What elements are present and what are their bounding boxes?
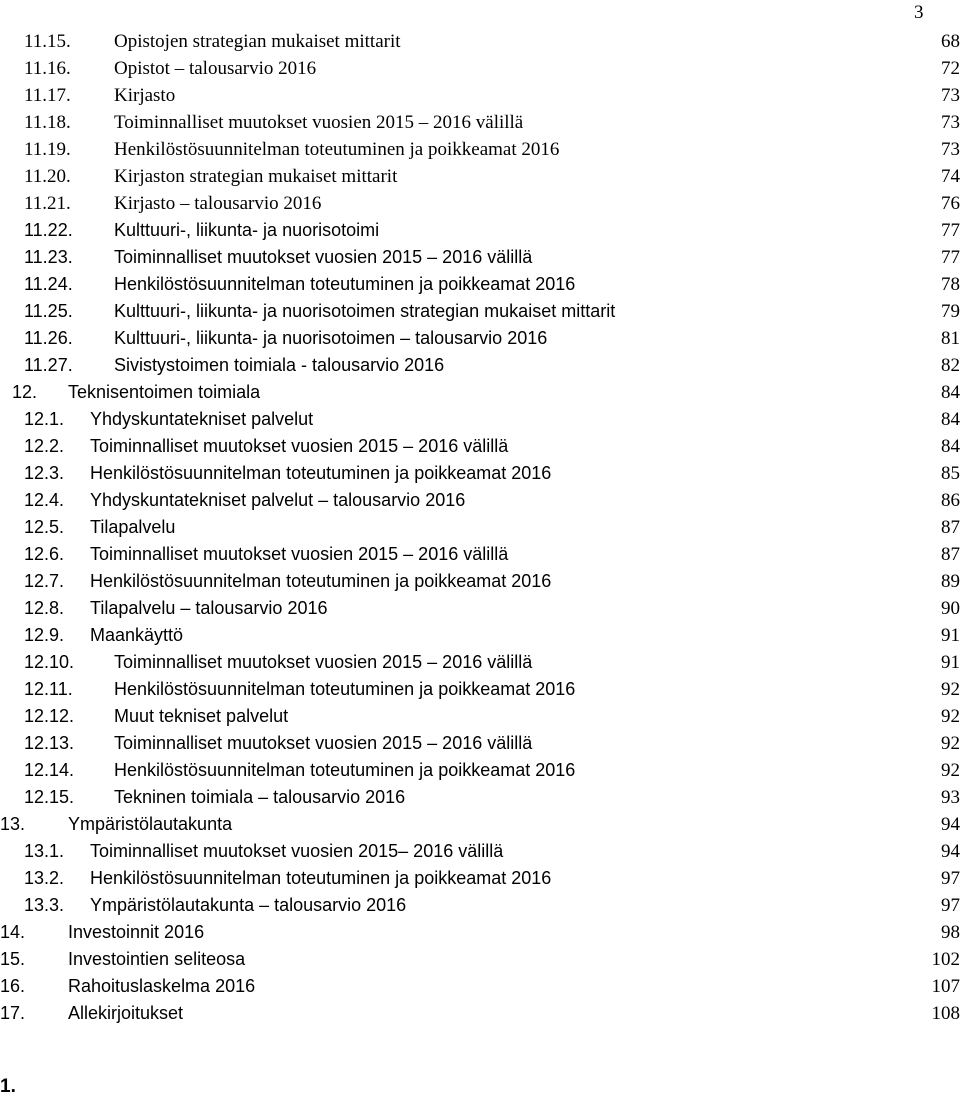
toc-entry-number: 12.13. xyxy=(24,733,75,753)
toc-entry[interactable] xyxy=(0,838,960,865)
toc-entry[interactable] xyxy=(0,298,960,325)
toc-entry-page: 74 xyxy=(941,166,960,187)
toc-entry[interactable] xyxy=(0,568,960,595)
toc-entry-number: 12.12. xyxy=(24,706,75,726)
toc-entry[interactable] xyxy=(0,271,960,298)
page-number: 3 xyxy=(914,2,924,23)
toc-entry-number: 12.14. xyxy=(24,760,75,780)
toc-entry-title: Henkilöstösuunnitelman toteutuminen ja poikkeamat 2016 xyxy=(114,274,576,294)
toc-entry[interactable] xyxy=(0,595,960,622)
toc-entry-number: 11.19. xyxy=(24,139,71,160)
toc-entry-number: 12.2. xyxy=(24,436,65,456)
toc-entry[interactable] xyxy=(0,1000,960,1027)
toc-entry-title: Kulttuuri-, liikunta- ja nuorisotoimi xyxy=(114,220,380,240)
toc-entry-title: Investoinnit 2016 xyxy=(68,922,205,942)
toc-entry-title: Henkilöstösuunnitelman toteutuminen ja poikkeamat 2016 xyxy=(114,139,560,160)
toc-entry[interactable] xyxy=(0,379,960,406)
toc-entry-title: Kirjasto – talousarvio 2016 xyxy=(114,193,322,214)
toc-entry-number: 11.21. xyxy=(24,193,71,214)
toc-entry-page: 81 xyxy=(941,328,960,349)
toc-entry[interactable] xyxy=(0,946,960,973)
toc-entry-title: Investointien seliteosa xyxy=(68,949,246,969)
toc-entry-page: 82 xyxy=(941,355,960,376)
toc-entry-title: Henkilöstösuunnitelman toteutuminen ja poikkeamat 2016 xyxy=(114,679,576,699)
toc-entry[interactable] xyxy=(0,919,960,946)
toc-entry[interactable] xyxy=(0,325,960,352)
toc-entry-title: Toiminnalliset muutokset vuosien 2015 – 2016 välillä xyxy=(114,733,533,753)
toc-entry-number: 12.9. xyxy=(24,625,65,645)
toc-entry-title: Henkilöstösuunnitelman toteutuminen ja poikkeamat 2016 xyxy=(90,463,552,483)
toc-entry[interactable] xyxy=(0,244,960,271)
toc-entry-number: 11.20. xyxy=(24,166,71,187)
toc-entry-number: 14. xyxy=(0,922,26,942)
toc-entry-page: 87 xyxy=(941,517,960,538)
toc-entry-page: 72 xyxy=(941,58,960,79)
toc-entry[interactable] xyxy=(0,514,960,541)
toc-entry-page: 87 xyxy=(941,544,960,565)
toc-entry-title: Kulttuuri-, liikunta- ja nuorisotoimen strategian mukaiset mittarit xyxy=(114,301,616,321)
toc-entry[interactable] xyxy=(0,892,960,919)
toc-entry-title: Toiminnalliset muutokset vuosien 2015 – 2016 välillä xyxy=(114,112,524,133)
toc-entry-number: 17. xyxy=(0,1003,26,1023)
toc-entry-title: Tilapalvelu – talousarvio 2016 xyxy=(90,598,328,618)
toc-entry[interactable] xyxy=(0,163,960,190)
toc-entry[interactable] xyxy=(0,541,960,568)
toc-entry-page: 78 xyxy=(941,274,960,295)
toc-entry-title: Opistojen strategian mukaiset mittarit xyxy=(114,31,401,52)
toc-entry-number: 11.16. xyxy=(24,58,71,79)
toc-entry-page: 73 xyxy=(941,85,960,106)
toc-entry-title: Maankäyttö xyxy=(90,625,184,645)
toc-entry[interactable] xyxy=(0,757,960,784)
toc-entry-title: Tekninen toimiala – talousarvio 2016 xyxy=(114,787,406,807)
toc-entry-number: 11.17. xyxy=(24,85,71,106)
toc-entry-title: Ympäristölautakunta – talousarvio 2016 xyxy=(90,895,407,915)
toc-entry-page: 91 xyxy=(941,625,960,646)
toc-entry-number: 11.18. xyxy=(24,112,71,133)
toc-entry-title: Yhdyskuntatekniset palvelut – talousarvio 2016 xyxy=(90,490,466,510)
toc-entry-page: 79 xyxy=(941,301,960,322)
toc-entry-title: Henkilöstösuunnitelman toteutuminen ja poikkeamat 2016 xyxy=(90,571,552,591)
toc-entry-page: 92 xyxy=(941,706,960,727)
toc-entry[interactable] xyxy=(0,973,960,1000)
toc-entry-title: Toiminnalliset muutokset vuosien 2015– 2016 välillä xyxy=(90,841,504,861)
toc-entry-number: 11.25. xyxy=(24,301,73,321)
toc-entry-page: 97 xyxy=(941,868,960,889)
toc-entry[interactable] xyxy=(0,784,960,811)
toc-entry-number: 11.15. xyxy=(24,31,71,52)
toc-entry[interactable] xyxy=(0,217,960,244)
toc-entry-title: Toiminnalliset muutokset vuosien 2015 – 2016 välillä xyxy=(114,652,533,672)
toc-entry-page: 94 xyxy=(941,841,960,862)
toc-entry[interactable] xyxy=(0,487,960,514)
toc-entry-page: 90 xyxy=(941,598,960,619)
toc-entry[interactable] xyxy=(0,55,960,82)
toc-entry-title: Kulttuuri-, liikunta- ja nuorisotoimen – talousarvio 2016 xyxy=(114,328,548,348)
toc-entry-page: 89 xyxy=(941,571,960,592)
toc-entry-title: Yhdyskuntatekniset palvelut xyxy=(90,409,314,429)
toc-entry-title: Henkilöstösuunnitelman toteutuminen ja poikkeamat 2016 xyxy=(114,760,576,780)
toc-entry[interactable] xyxy=(0,730,960,757)
toc-entry-page: 73 xyxy=(941,139,960,160)
toc-entry-number: 13.1. xyxy=(24,841,65,861)
toc-entry-page: 92 xyxy=(941,760,960,781)
toc-entry-number: 12.7. xyxy=(24,571,65,591)
toc-entry-title: Ympäristölautakunta xyxy=(68,814,233,834)
toc-entry-page: 107 xyxy=(931,976,960,997)
toc-entry-number: 12.1. xyxy=(24,409,65,429)
toc-entry-page: 108 xyxy=(931,1003,960,1024)
toc-entry-page: 77 xyxy=(941,220,960,241)
toc-entry-number: 12.3. xyxy=(24,463,65,483)
toc-entry[interactable] xyxy=(0,460,960,487)
toc-entry-number: 15. xyxy=(0,949,26,969)
toc-entry-title: Teknisentoimen toimiala xyxy=(68,382,261,402)
toc-entry-title: Toiminnalliset muutokset vuosien 2015 – 2016 välillä xyxy=(90,544,509,564)
toc-entry-title: Kirjaston strategian mukaiset mittarit xyxy=(114,166,398,187)
toc-entry-title: Muut tekniset palvelut xyxy=(114,706,289,726)
toc-entry-page: 86 xyxy=(941,490,960,511)
toc-entry-title: Toiminnalliset muutokset vuosien 2015 – 2016 välillä xyxy=(90,436,509,456)
toc-entry[interactable] xyxy=(0,622,960,649)
toc-entry-number: 13.2. xyxy=(24,868,65,888)
toc-entry-number: 12.5. xyxy=(24,517,65,537)
toc-entry-title: Toiminnalliset muutokset vuosien 2015 – 2016 välillä xyxy=(114,247,533,267)
toc-entry-number: 13.3. xyxy=(24,895,65,915)
toc-entry-page: 92 xyxy=(941,679,960,700)
toc-entry-page: 98 xyxy=(941,922,960,943)
toc-entry-number: 11.22. xyxy=(24,220,73,240)
toc-entry[interactable] xyxy=(0,649,960,676)
toc-entry[interactable] xyxy=(0,82,960,109)
toc-entry-number: 12.6. xyxy=(24,544,65,564)
toc-entry-page: 91 xyxy=(941,652,960,673)
toc-entry[interactable] xyxy=(0,109,960,136)
toc-entry-page: 68 xyxy=(941,31,960,52)
toc-entry-title: Rahoituslaskelma 2016 xyxy=(68,976,256,996)
toc-entry-number: 11.27. xyxy=(24,355,73,375)
toc-entry-page: 92 xyxy=(941,733,960,754)
toc-entry-number: 16. xyxy=(0,976,26,996)
toc-entry-page: 77 xyxy=(941,247,960,268)
section-heading: 1. xyxy=(0,1076,16,1097)
toc-entry-number: 12.10. xyxy=(24,652,75,672)
toc-entry-page: 84 xyxy=(941,382,960,403)
toc-entry-title: Tilapalvelu xyxy=(90,517,176,537)
toc-entry[interactable] xyxy=(0,28,960,55)
toc-entry-number: 13. xyxy=(0,814,26,834)
toc-entry-number: 12.8. xyxy=(24,598,65,618)
toc-entry[interactable] xyxy=(0,136,960,163)
toc-entry[interactable] xyxy=(0,406,960,433)
toc-entry[interactable] xyxy=(0,703,960,730)
toc-entry-title: Henkilöstösuunnitelman toteutuminen ja poikkeamat 2016 xyxy=(90,868,552,888)
toc-entry[interactable] xyxy=(0,352,960,379)
toc-entry-page: 85 xyxy=(941,463,960,484)
toc-entry[interactable] xyxy=(0,433,960,460)
toc-entry-page: 93 xyxy=(941,787,960,808)
toc-entry-number: 11.23. xyxy=(24,247,73,267)
toc-entry-page: 102 xyxy=(931,949,960,970)
toc-entry-title: Opistot – talousarvio 2016 xyxy=(114,58,317,79)
table-of-contents xyxy=(0,28,960,1027)
toc-entry-page: 97 xyxy=(941,895,960,916)
toc-entry-title: Kirjasto xyxy=(114,85,176,106)
toc-entry-title: Allekirjoitukset xyxy=(68,1003,184,1023)
toc-entry-number: 11.26. xyxy=(24,328,73,348)
toc-entry-page: 76 xyxy=(941,193,960,214)
toc-entry-number: 12.11. xyxy=(24,679,73,699)
toc-entry-number: 11.24. xyxy=(24,274,73,294)
toc-entry-number: 12.15. xyxy=(24,787,75,807)
toc-entry[interactable] xyxy=(0,865,960,892)
toc-entry-number: 12.4. xyxy=(24,490,65,510)
toc-entry-page: 84 xyxy=(941,409,960,430)
toc-entry[interactable] xyxy=(0,676,960,703)
toc-entry[interactable] xyxy=(0,811,960,838)
toc-entry-title: Sivistystoimen toimiala - talousarvio 2016 xyxy=(114,355,445,375)
toc-entry-page: 84 xyxy=(941,436,960,457)
toc-entry[interactable] xyxy=(0,190,960,217)
toc-entry-page: 73 xyxy=(941,112,960,133)
toc-entry-page: 94 xyxy=(941,814,960,835)
toc-entry-number: 12. xyxy=(12,382,38,402)
